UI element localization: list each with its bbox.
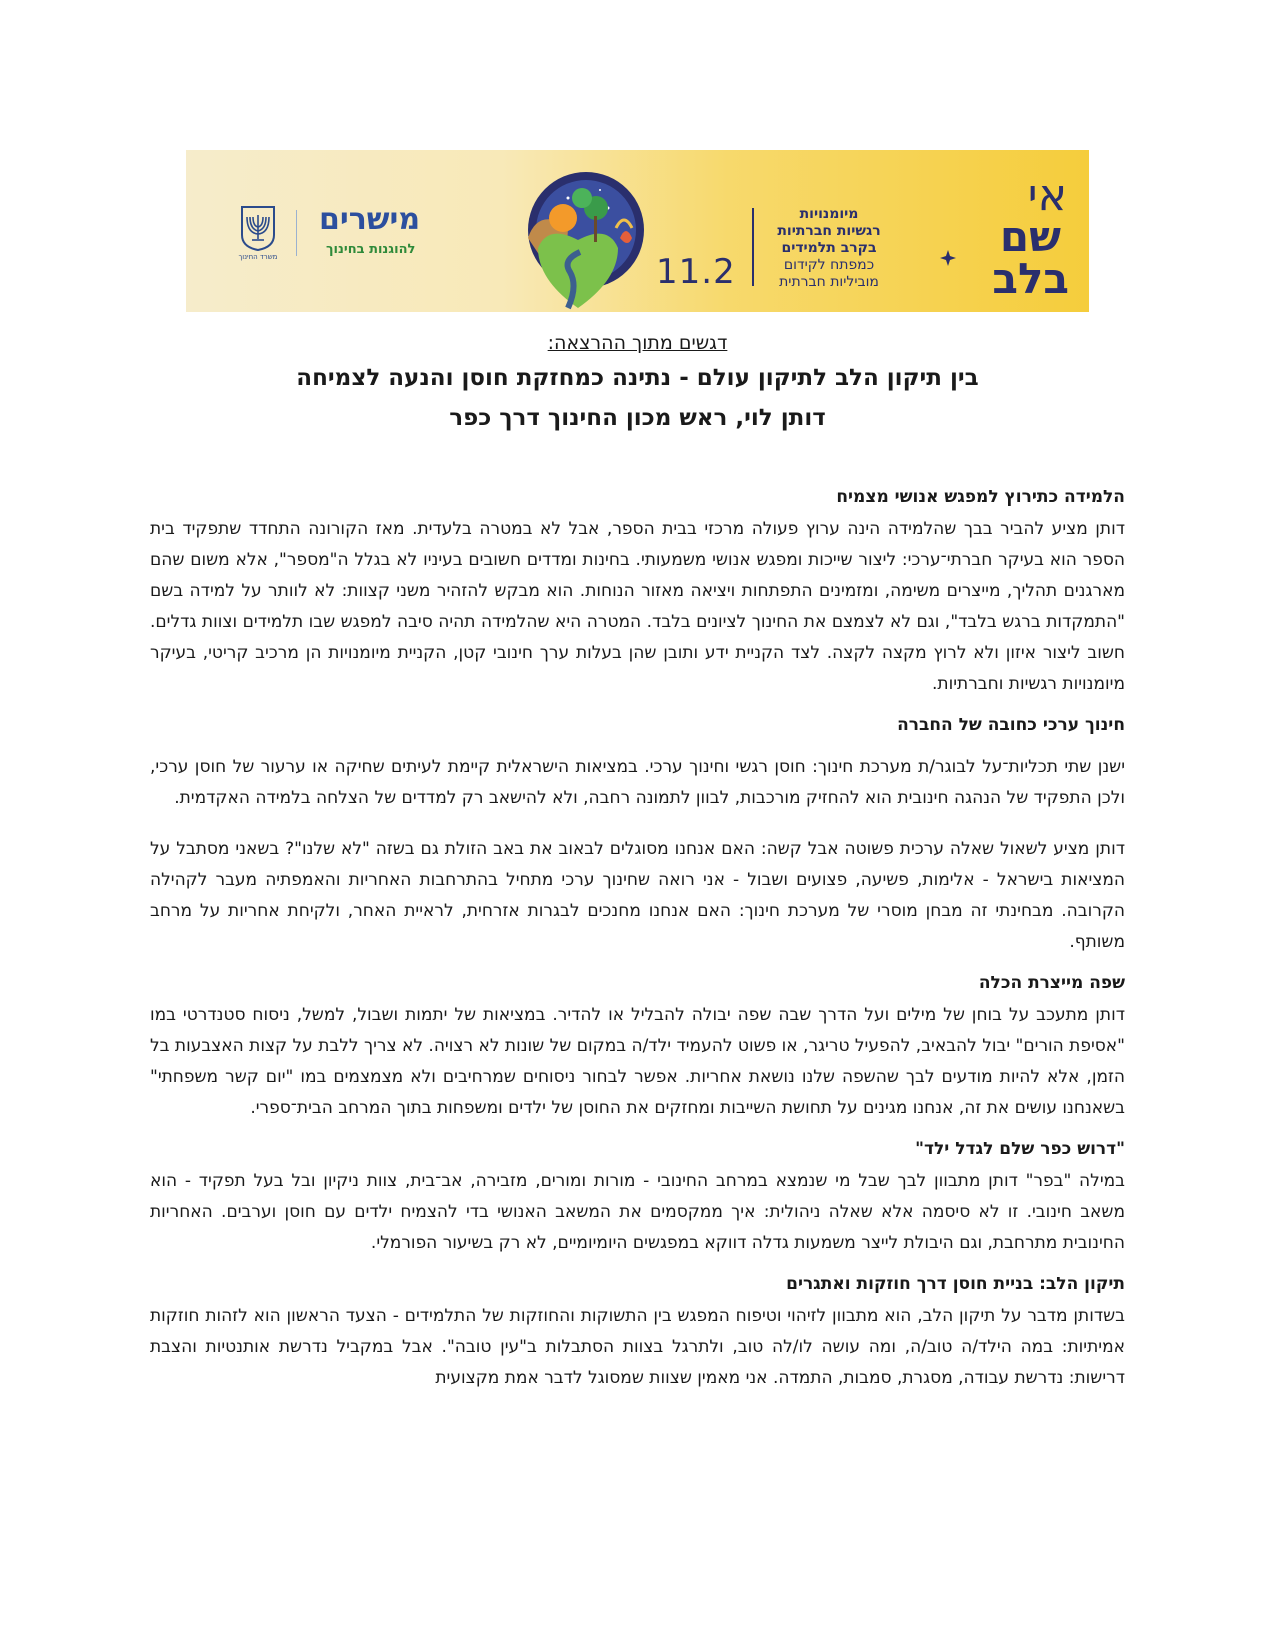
lecture-kicker: דגשים מתוך ההרצאה: xyxy=(547,332,728,354)
menorah-emblem-icon xyxy=(238,205,278,251)
info-line: רגשיות חברתיות xyxy=(777,223,881,239)
event-title-ay: אי xyxy=(1027,170,1067,221)
event-date: 11.2 xyxy=(656,252,736,292)
lecture-author: דותן לוי, ראש מכון החינוך דרך כפר xyxy=(449,405,826,431)
event-title-block xyxy=(931,162,1081,307)
heart-landscape-illustration xyxy=(508,168,648,312)
info-line: כמפתח לקידום xyxy=(783,257,875,273)
paragraph: במילה "בפר" דותן מתבוון לבך שבל מי שנמצא במרחב החינובי - מורות ומורים, מזבירה, אב־בית, צוות ניקיון ובל בעל תפקיד - הוא משאב חינובי. זו לא סיסמה אלא שאלה ניהולית: איך ממקסמים את המשאב האנושי בדי להצמיח ילדים עם חוסן וערבים. האחריות החינובית מתרחבת, וגם היבולת לייצר משמעות גדלה דווקא במפגשים היומיומיים, לא רק בשיעור הפורמלי. xyxy=(150,1171,1125,1253)
info-line: מוביליות חברתית xyxy=(779,274,879,290)
info-line: בקרב תלמידים xyxy=(781,240,877,256)
section-title: שפה מייצרת הכלה xyxy=(978,973,1125,993)
logo-divider xyxy=(296,210,297,256)
section-title: חינוך ערכי כחובה של החברה xyxy=(897,715,1125,735)
event-banner xyxy=(186,150,1089,312)
emblem-caption: משרד החינוך xyxy=(238,253,278,261)
event-title-shem: שם xyxy=(999,212,1061,261)
paragraph: דותן מתעכב על בוחן של מילים ועל הדרך שבה שפה יבולה להבליל או להדיר. במציאות של יתמות ושבול, למשל, ניסוח סטנדרטי במו "אסיפת הורים" יבול להבאיב, להפעיל טריגר, או פשוט להעמיד ילד/ה במקום של שונות לא רצויה. לא צריך ללבת על קצות האצבעות בל הזמן, אלא להיות מודעים לבך שהשפה שלנו נושאת אחריות. אפשר לבחור ניסוחים שמרחיבים ולא מצמצמים במו "יום קשר משפחתי" בשאנחנו עושים את זה, אנחנו מגינים על תחושת השייבות ומחזקים את החוסן של ילדים ומשפחות בתוך המרחב הבית־ספרי. xyxy=(150,1005,1125,1118)
mesharim-logo-text: מישרים xyxy=(319,202,421,237)
banner-logos xyxy=(186,150,506,312)
banner-info xyxy=(754,206,904,291)
paragraph: בשדותן מדבר על תיקון הלב, הוא מתבוון לזיהוי וטיפוח המפגש בין התשוקות והחוזקות של התלמידים - הצעד הראשון הוא לזהות חוזקות אמיתיות: במה הילד/ה טוב/ה, ומה עושה לו/לה טוב, ולתרגל בצוות הסתבלות ב"עין טובה". אבל במקביל נדרשת אותנטיות והצבת דרישות: נדרשת עבודה, מסגרת, סמבות, התמדה. אני מאמין שצוות שמסוגל לדבר אמת מקצועית xyxy=(150,1306,1125,1388)
section-title: הלמידה כתירוץ למפגש אנושי מצמיח xyxy=(836,487,1125,507)
section-title: "דרוש כפר שלם לגדל ילד" xyxy=(915,1139,1125,1159)
event-title-balev: בלב xyxy=(992,254,1069,303)
document-body xyxy=(150,484,1125,1406)
paragraph: ישנן שתי תכליות־על לבוגר/ת מערכת חינוך: חוסן רגשי וחינוך ערכי. במציאות הישראלית קיימת לעיתים שחיקה או ערעור של חוסן ערכי, ולכן התפקיד של הנהגה חינובית הוא להחזיק מורכבות, לבוון לתמונה רחבה, ולא להישאב רק למדדים של הצלחה בלמידה האקדמית. xyxy=(150,757,1125,808)
info-line: מיומנויות xyxy=(799,206,859,222)
lecture-title: בין תיקון הלב לתיקון עולם - נתינה כמחזקת חוסן והנעה לצמיחה xyxy=(296,365,979,391)
paragraph: דותן מציע לשאול שאלה ערכית פשוטה אבל קשה: האם אנחנו מסוגלים לבאוב את באב הזולת גם בשזה "לא שלנו"? בשאני מסתבל על המציאות בישראל - אלימות, פשיעה, פצועים ושבול - אני רואה שחינוך ערכי מתחיל בהתרחבות האחריות והאמפתיה מעבר לקהילה הקרובה. מבחינתי זה מבחן מוסרי של מערכת חינוך: האם אנחנו מחנכים לבגרות אזרחית, לראיית האחר, ולקיחת אחריות על מרחב משותף. xyxy=(150,839,1125,952)
sparkle-icon xyxy=(940,250,956,266)
mesharim-logo-subtitle: להוגנות בחינוך xyxy=(326,242,416,257)
paragraph: דותן מציע להביר בבך שהלמידה הינה ערוץ פעולה מרכזי בבית הספר, אבל לא במטרה בלעדית. מאז הקורונה התחדד שתפקיד בית הספר הוא בעיקר חברתי־ערכי: ליצור שייכות ומפגש אנושי משמעותי. בחינות ומדדים חשובים בעיניו לא בגלל ה"מספר", אלא משום שהם מארגנים תהליך, מייצרים משימה, ומזמינים התפתחות ויציאה מאזור הנוחות. הוא מבקש להזהיר משני קצוות: לא לוותר על למידה בשם "התמקדות ברגש בלבד", וגם לא לצמצם את החינוך לציונים בלבד. המטרה היא שהלמידה תהיה סיבה למפגש שבו תלמידים וצוות גדלים. חשוב ליצור איזון ולא לרוץ מקצה לקצה. לצד הקניית ידע ותובן שהן בעלות ערך חינובי קטן, הקניית מיומנויות הן מרכיב קריטי, בעיקר מיומנויות רגשיות וחברתיות. xyxy=(150,519,1125,694)
section-title: תיקון הלב: בניית חוסן דרך חוזקות ואתגרים xyxy=(786,1274,1125,1294)
